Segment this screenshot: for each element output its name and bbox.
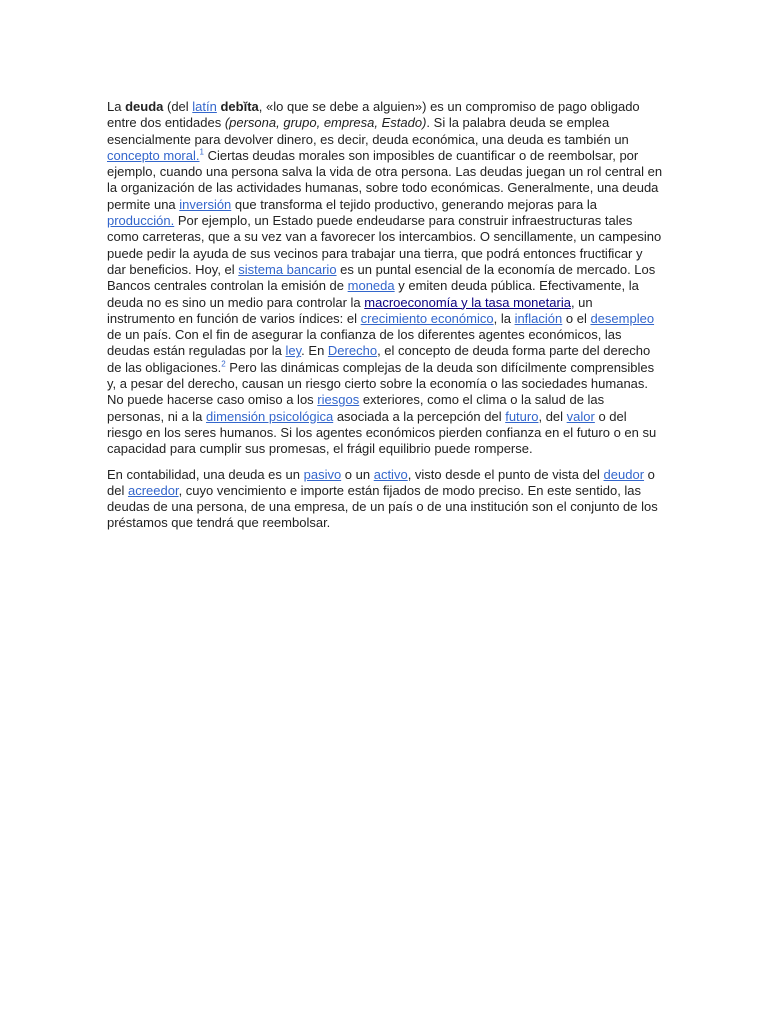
link-ley[interactable]: ley [285, 343, 302, 359]
text-run: Por ejemplo, un Estado puede endeudarse para construir infraestructuras tales como carreteras, que a su vez van a favorecer los intercambios. O sencillamente, un campesino puede pedir la ayuda de sus vecinos para trabajar una tierra, que podrá entonces fructificar y dar beneficios. Hoy, el [107, 213, 662, 277]
reference-1-link[interactable]: 1 [199, 147, 204, 157]
link-concepto-moral[interactable]: concepto moral. [107, 147, 200, 163]
link-latin[interactable]: latín [192, 99, 217, 114]
link-valor[interactable]: valor [566, 408, 595, 424]
text-run: . Si la palabra deuda se emplea esencialmente para devolver dinero, es decir, deuda económica, una deuda es también un [107, 115, 629, 147]
paragraph-accounting [107, 467, 663, 532]
text-run: , la [493, 310, 515, 326]
text-run: de un país. Con el fin de asegurar la confianza de los diferentes agentes económicos, las deudas están reguladas por la [107, 327, 622, 359]
entities-italic: (persona, grupo, empresa, Estado) [224, 115, 427, 131]
article-content [107, 99, 663, 541]
term-debita: debĭta [220, 99, 259, 114]
link-futuro[interactable]: futuro [505, 408, 539, 424]
text-run: Ciertas deudas morales son imposibles de cuantificar o de reembolsar, por ejemplo, cuando una persona salva la vida de otra persona. Las deudas juegan un rol central en la organización de las actividades humanas, sobre todo económicas. Generalmente, una deuda permite una [107, 147, 663, 212]
link-inversion[interactable]: inversión [179, 196, 232, 212]
text-run: En contabilidad, una deuda es un [107, 466, 304, 482]
link-deudor[interactable]: deudor [603, 466, 645, 482]
link-pasivo[interactable]: pasivo [303, 466, 342, 482]
text-run: exteriores, como el clima o la salud de las personas, ni a la [107, 392, 605, 424]
link-sistema-bancario[interactable]: sistema bancario [238, 261, 337, 277]
link-activo[interactable]: activo [373, 466, 408, 482]
link-macroeconomia[interactable]: macroeconomía y la tasa monetaria [364, 294, 571, 310]
text-run: o del [107, 466, 655, 498]
text-run: o un [341, 466, 374, 482]
text-run: , «lo que se debe a alguien») es un compromiso de pago obligado entre dos entidades [107, 99, 640, 131]
reference-2-link[interactable]: 2 [221, 359, 226, 369]
link-derecho[interactable]: Derecho [327, 343, 378, 359]
text-run: o del riesgo en los seres humanos. Si los agentes económicos pierden confianza en el futuro o en su capacidad para cumplir sus promesas, el frágil equilibrio puede romperse. [107, 408, 657, 457]
link-desempleo[interactable]: desempleo [590, 310, 655, 326]
link-riesgos[interactable]: riesgos [317, 392, 360, 408]
text-run: . En [301, 343, 328, 359]
text-run: y emiten deuda pública. Efectivamente, la deuda no es sino un medio para controlar la [107, 278, 639, 310]
text-run: es un puntal esencial de la economía de mercado. Los Bancos centrales controlan la emisión de [107, 261, 656, 294]
link-produccion[interactable]: producción. [107, 213, 175, 229]
link-crecimiento-economico[interactable]: crecimiento económico [360, 310, 494, 326]
term-deuda: deuda [125, 99, 164, 114]
text-run: La [107, 99, 126, 114]
link-moneda[interactable]: moneda [347, 278, 395, 294]
paragraph-definition [107, 99, 663, 458]
text-run: (del [163, 99, 193, 114]
text-run: asociada a la percepción del [333, 408, 506, 424]
text-run: , un instrumento en función de varios índices: el [107, 294, 593, 326]
text-run: , visto desde el punto de vista del [407, 466, 604, 482]
link-dimension-psicologica[interactable]: dimensión psicológica [206, 408, 334, 424]
text-run: , el concepto de deuda forma parte del derecho de las obligaciones. [107, 343, 651, 375]
text-run: , del [538, 408, 567, 424]
text-run: o el [562, 310, 591, 326]
text-run: , cuyo vencimiento e importe están fijados de modo preciso. En este sentido, las deudas de una persona, de una empresa, de un país o de una institución son el conjunto de los préstamos que tendrá que reembolsar. [107, 482, 658, 531]
link-inflacion[interactable]: inflación [514, 310, 563, 326]
link-acreedor[interactable]: acreedor [127, 482, 179, 498]
text-run: que transforma el tejido productivo, generando mejoras para la [231, 196, 597, 212]
text-run: Pero las dinámicas complejas de la deuda son difícilmente comprensibles y, a pesar del derecho, causan un riesgo cierto sobre la economía o las sociedades humanas. No puede hacerse caso omiso a los [107, 359, 655, 408]
